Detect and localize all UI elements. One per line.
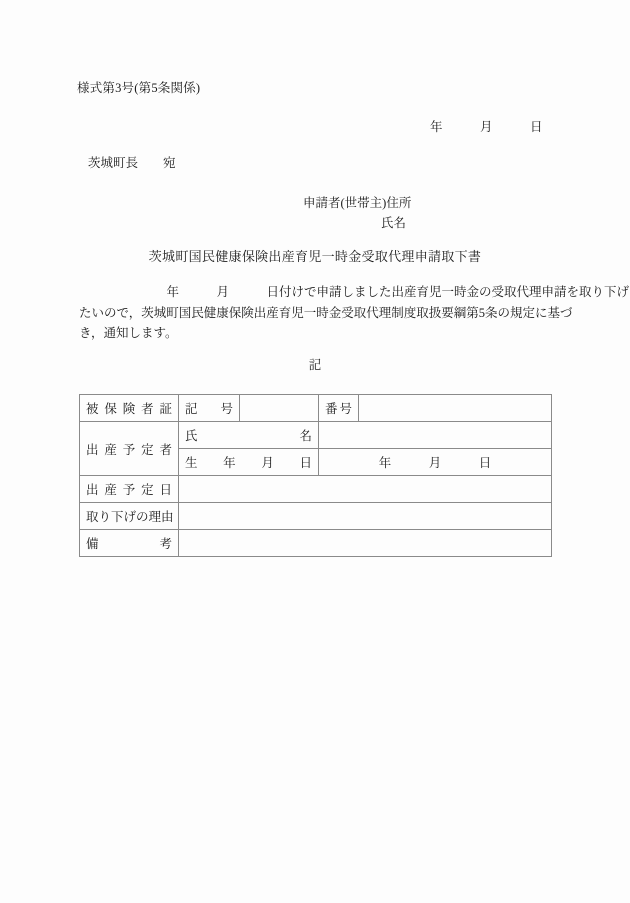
table-row-expectant-name [80,422,552,449]
applicant-address-label: 申請者(世帯主)住所 [303,196,412,210]
withdrawal-reason-field[interactable] [179,503,552,530]
insurance-card-label: 被保険者証 [80,395,179,422]
expectant-mother-label: 出産予定者 [80,422,179,476]
withdrawal-reason-label: 取り下げの理由 [80,503,179,530]
table-row-remarks [80,530,552,557]
insurance-symbol-label: 記号 [179,395,240,422]
form-number: 様式第3号(第5条関係) [77,81,201,95]
table-row-insurance-card [80,395,552,422]
body-paragraph [79,282,630,344]
applicant-block [303,193,411,233]
document-title: 茨城町国民健康保険出産育児一時金受取代理申請取下書 [148,249,482,264]
remarks-field[interactable] [179,530,552,557]
table-row-withdrawal-reason [80,503,552,530]
ki-marker: 記 [308,358,322,372]
insurance-number-label: 番号 [319,395,359,422]
body-line-3: き，通知します。 [79,326,178,340]
submission-date-line: 年 月 日 [430,120,543,134]
body-line-2: たいので，茨城町国民健康保険出産育児一時金受取代理制度取扱要綱第5条の規定に基づ [79,305,573,320]
insurance-number-field[interactable] [359,395,552,422]
body-line-1: 年 月 日付けで申請しました出産育児一時金の受取代理申請を取り下げ [79,285,630,299]
expectant-dob-field[interactable]: 年 月 日 [319,449,552,476]
addressee-line: 茨城町長 宛 [88,156,176,170]
form-table [79,394,552,557]
insurance-symbol-field[interactable] [240,395,319,422]
expectant-name-field[interactable] [319,422,552,449]
expectant-name-label: 氏名 [179,422,319,449]
due-date-label: 出産予定日 [80,476,179,503]
remarks-label: 備考 [80,530,179,557]
applicant-name-label: 氏名 [381,216,407,230]
table-row-due-date [80,476,552,503]
due-date-field[interactable] [179,476,552,503]
expectant-dob-label: 生年月日 [179,449,319,476]
